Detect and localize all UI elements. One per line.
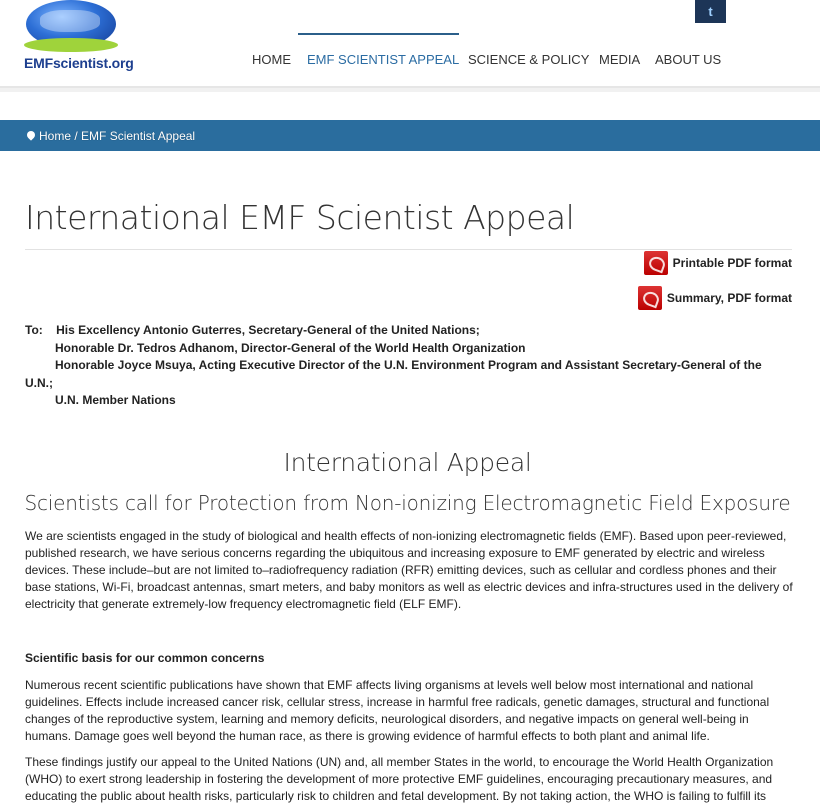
map-pin-icon xyxy=(27,131,35,141)
header-shadow xyxy=(0,88,820,92)
nav-media[interactable]: MEDIA xyxy=(599,52,641,67)
site-logo[interactable] xyxy=(24,0,134,72)
logo-text: EMFscientist.org xyxy=(24,55,134,71)
addressee-un-secretary-general: His Excellency Antonio Guterres, Secretary-General of the United Nations; xyxy=(56,323,480,337)
printable-pdf-link[interactable] xyxy=(644,251,792,275)
breadcrumb-separator: / xyxy=(74,129,78,143)
to-label: To: xyxy=(25,323,43,337)
nav-home[interactable]: HOME xyxy=(252,52,291,67)
appeal-heading: International Appeal xyxy=(283,448,532,477)
section-paragraph: Numerous recent scientific publications have shown that EMF affects living organisms at levels well below most international and national guidelines. Effects include increased cancer risk, cellular stress, increase in harmful free radicals, genetic damages, structural and functional changes of the reproductive system, learning and memory deficits, neurological disorders, and negative impacts on general well-being in humans. Damage goes well beyond the human race, as there is growing evidence of harmful effects to both plant and animal life. xyxy=(25,678,770,743)
nav-emf-scientist-appeal[interactable]: EMF SCIENTIST APPEAL xyxy=(307,52,460,67)
summary-pdf-link[interactable] xyxy=(638,286,792,310)
breadcrumb-home[interactable]: Home xyxy=(39,129,72,143)
twitter-button[interactable] xyxy=(695,0,726,23)
active-nav-indicator xyxy=(298,33,459,35)
printable-pdf-label: Printable PDF format xyxy=(672,256,792,270)
breadcrumb xyxy=(0,120,820,151)
nav-about-us[interactable]: ABOUT US xyxy=(655,52,722,67)
appeal-subheading: Scientists call for Protection from Non-ionizing Electromagnetic Field Exposure xyxy=(24,491,791,515)
final-paragraph: These findings justify our appeal to the United Nations (UN) and, all member States in the world, to encourage the World Health Organization (WHO) to exert strong leadership in fostering the development of more protective EMF guidelines, encouraging precautionary measures, and educating the public about health risks, particularly risk to children and fetal development. By not taking action, the WHO is failing to fulfill its xyxy=(25,755,774,803)
page-title: International EMF Scientist Appeal xyxy=(25,198,575,237)
addressees xyxy=(25,322,795,410)
twitter-icon: t xyxy=(708,4,713,19)
site-header xyxy=(0,0,820,88)
addressee-line-2: Honorable Dr. Tedros Adhanom, Director-General of the World Health Organization xyxy=(55,340,526,355)
breadcrumb-current: EMF Scientist Appeal xyxy=(81,129,196,143)
pdf-icon xyxy=(644,251,668,275)
addressee-line-1 xyxy=(25,322,795,340)
section-heading: Scientific basis for our common concerns xyxy=(25,651,265,665)
addressee-line-4: U.N. Member Nations xyxy=(55,393,176,407)
logo-ring xyxy=(24,38,118,52)
addressee-line-3-cont: U.N.; xyxy=(25,375,53,390)
intro-paragraph: We are scientists engaged in the study of biological and health effects of non-ionizing electromagnetic fields (EMF). Based upon peer-reviewed, published research, we have serious concerns regarding the ubiquitous and increasing exposure to EMF generated by electric and wireless devices. These include–but are not limited to–radiofrequency radiation (RFR) emitting devices, such as cellular and cordless phones and their base stations, Wi-Fi, broadcast antennas, smart meters, and baby monitors as well as electric devices and infra-structures used in the delivery of electricity that generate extremely-low frequency electromagnetic field (ELF EMF). xyxy=(25,529,793,611)
title-divider xyxy=(25,249,792,250)
addressee-line-3: Honorable Joyce Msuya, Acting Executive Director of the U.N. Environment Program and Assistant Secretary-General of the xyxy=(55,358,762,372)
pdf-icon xyxy=(638,286,662,310)
nav-science-policy[interactable]: SCIENCE & POLICY xyxy=(468,52,590,67)
summary-pdf-label: Summary, PDF format xyxy=(666,291,792,305)
